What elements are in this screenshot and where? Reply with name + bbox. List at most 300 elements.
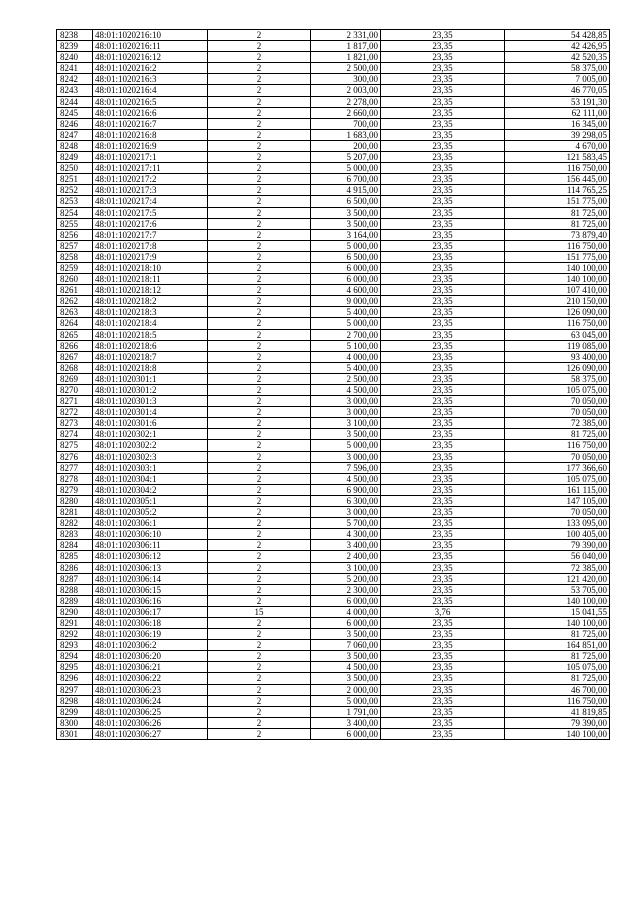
row-number-cell: 8256 — [57, 229, 93, 240]
row-number-cell: 8293 — [57, 640, 93, 651]
table-row — [57, 96, 610, 107]
cadastral-value-cell: 116 750,00 — [505, 440, 610, 451]
cadastral-number-cell: 48:01:1020306:10 — [93, 529, 208, 540]
specific-value-cell: 23,35 — [381, 118, 505, 129]
cadastral-value-table — [56, 29, 610, 740]
cadastral-number-cell: 48:01:1020217:2 — [93, 174, 208, 185]
cadastral-number-cell: 48:01:1020306:27 — [93, 728, 208, 739]
area-cell: 3 000,00 — [311, 396, 381, 407]
cadastral-value-cell: 73 879,40 — [505, 229, 610, 240]
cadastral-number-cell: 48:01:1020216:5 — [93, 96, 208, 107]
group-code-cell: 2 — [208, 373, 311, 384]
group-code-cell: 2 — [208, 152, 311, 163]
cadastral-value-cell: 105 075,00 — [505, 473, 610, 484]
cadastral-number-cell: 48:01:1020306:17 — [93, 606, 208, 617]
group-code-cell: 2 — [208, 96, 311, 107]
area-cell: 4 600,00 — [311, 285, 381, 296]
cadastral-number-cell: 48:01:1020306:14 — [93, 573, 208, 584]
row-number-cell: 8274 — [57, 429, 93, 440]
row-number-cell: 8246 — [57, 118, 93, 129]
cadastral-value-cell: 140 100,00 — [505, 262, 610, 273]
area-cell: 3 500,00 — [311, 673, 381, 684]
area-cell: 2 400,00 — [311, 551, 381, 562]
table-row — [57, 651, 610, 662]
area-cell: 2 003,00 — [311, 85, 381, 96]
cadastral-value-cell: 151 775,00 — [505, 251, 610, 262]
table-row — [57, 706, 610, 717]
cadastral-value-cell: 4 670,00 — [505, 140, 610, 151]
area-cell: 6 700,00 — [311, 174, 381, 185]
cadastral-number-cell: 48:01:1020217:5 — [93, 207, 208, 218]
group-code-cell: 2 — [208, 673, 311, 684]
row-number-cell: 8247 — [57, 129, 93, 140]
specific-value-cell: 23,35 — [381, 373, 505, 384]
cadastral-number-cell: 48:01:1020217:4 — [93, 196, 208, 207]
table-row — [57, 429, 610, 440]
group-code-cell: 2 — [208, 695, 311, 706]
row-number-cell: 8270 — [57, 385, 93, 396]
area-cell: 6 000,00 — [311, 595, 381, 606]
group-code-cell: 2 — [208, 85, 311, 96]
cadastral-number-cell: 48:01:1020302:1 — [93, 429, 208, 440]
table-row — [57, 351, 610, 362]
table-row — [57, 85, 610, 96]
cadastral-number-cell: 48:01:1020217:11 — [93, 163, 208, 174]
row-number-cell: 8264 — [57, 318, 93, 329]
specific-value-cell: 23,35 — [381, 140, 505, 151]
specific-value-cell: 23,35 — [381, 717, 505, 728]
area-cell: 6 000,00 — [311, 274, 381, 285]
cadastral-value-cell: 164 851,00 — [505, 640, 610, 651]
group-code-cell: 2 — [208, 229, 311, 240]
cadastral-value-cell: 210 150,00 — [505, 296, 610, 307]
row-number-cell: 8272 — [57, 407, 93, 418]
area-cell: 5 000,00 — [311, 163, 381, 174]
cadastral-number-cell: 48:01:1020217:9 — [93, 251, 208, 262]
cadastral-value-cell: 53 191,30 — [505, 96, 610, 107]
area-cell: 3 500,00 — [311, 629, 381, 640]
cadastral-value-cell: 126 090,00 — [505, 362, 610, 373]
table-row — [57, 573, 610, 584]
table-row — [57, 396, 610, 407]
cadastral-value-cell: 116 750,00 — [505, 240, 610, 251]
cadastral-value-cell: 58 375,00 — [505, 373, 610, 384]
group-code-cell: 2 — [208, 584, 311, 595]
specific-value-cell: 23,35 — [381, 440, 505, 451]
group-code-cell: 2 — [208, 629, 311, 640]
table-row — [57, 207, 610, 218]
cadastral-value-cell: 79 390,00 — [505, 717, 610, 728]
table-row — [57, 285, 610, 296]
table-row — [57, 174, 610, 185]
area-cell: 2 331,00 — [311, 30, 381, 41]
specific-value-cell: 23,35 — [381, 462, 505, 473]
cadastral-number-cell: 48:01:1020218:12 — [93, 285, 208, 296]
cadastral-value-cell: 119 085,00 — [505, 340, 610, 351]
area-cell: 5 400,00 — [311, 307, 381, 318]
group-code-cell: 2 — [208, 129, 311, 140]
area-cell: 2 500,00 — [311, 373, 381, 384]
cadastral-value-cell: 62 111,00 — [505, 107, 610, 118]
specific-value-cell: 23,35 — [381, 484, 505, 495]
group-code-cell: 2 — [208, 196, 311, 207]
specific-value-cell: 23,35 — [381, 96, 505, 107]
group-code-cell: 2 — [208, 329, 311, 340]
specific-value-cell: 23,35 — [381, 129, 505, 140]
cadastral-number-cell: 48:01:1020305:2 — [93, 507, 208, 518]
cadastral-value-cell: 72 385,00 — [505, 562, 610, 573]
table-row — [57, 418, 610, 429]
specific-value-cell: 23,35 — [381, 662, 505, 673]
table-row — [57, 140, 610, 151]
table-row — [57, 129, 610, 140]
specific-value-cell: 23,35 — [381, 285, 505, 296]
cadastral-value-cell: 42 520,35 — [505, 52, 610, 63]
specific-value-cell: 23,35 — [381, 174, 505, 185]
cadastral-value-cell: 16 345,00 — [505, 118, 610, 129]
cadastral-number-cell: 48:01:1020217:6 — [93, 218, 208, 229]
specific-value-cell: 23,35 — [381, 629, 505, 640]
area-cell: 5 200,00 — [311, 573, 381, 584]
table-row — [57, 495, 610, 506]
table-row — [57, 229, 610, 240]
cadastral-value-cell: 72 385,00 — [505, 418, 610, 429]
table-row — [57, 218, 610, 229]
specific-value-cell: 23,35 — [381, 318, 505, 329]
area-cell: 2 660,00 — [311, 107, 381, 118]
row-number-cell: 8299 — [57, 706, 93, 717]
cadastral-number-cell: 48:01:1020306:22 — [93, 673, 208, 684]
area-cell: 300,00 — [311, 74, 381, 85]
specific-value-cell: 23,35 — [381, 584, 505, 595]
table-row — [57, 595, 610, 606]
group-code-cell: 2 — [208, 262, 311, 273]
specific-value-cell: 23,35 — [381, 518, 505, 529]
group-code-cell: 2 — [208, 396, 311, 407]
specific-value-cell: 23,35 — [381, 163, 505, 174]
cadastral-value-cell: 81 725,00 — [505, 218, 610, 229]
specific-value-cell: 23,35 — [381, 529, 505, 540]
cadastral-number-cell: 48:01:1020216:7 — [93, 118, 208, 129]
row-number-cell: 8248 — [57, 140, 93, 151]
row-number-cell: 8280 — [57, 495, 93, 506]
group-code-cell: 2 — [208, 174, 311, 185]
cadastral-value-cell: 56 040,00 — [505, 551, 610, 562]
area-cell: 4 000,00 — [311, 351, 381, 362]
group-code-cell: 2 — [208, 573, 311, 584]
table-row — [57, 362, 610, 373]
cadastral-number-cell: 48:01:1020216:6 — [93, 107, 208, 118]
group-code-cell: 2 — [208, 307, 311, 318]
specific-value-cell: 23,35 — [381, 396, 505, 407]
group-code-cell: 2 — [208, 418, 311, 429]
row-number-cell: 8281 — [57, 507, 93, 518]
area-cell: 700,00 — [311, 118, 381, 129]
table-row — [57, 107, 610, 118]
table-row — [57, 462, 610, 473]
cadastral-number-cell: 48:01:1020217:3 — [93, 185, 208, 196]
row-number-cell: 8286 — [57, 562, 93, 573]
table-row — [57, 529, 610, 540]
table-row — [57, 562, 610, 573]
row-number-cell: 8260 — [57, 274, 93, 285]
cadastral-value-cell: 116 750,00 — [505, 695, 610, 706]
row-number-cell: 8240 — [57, 52, 93, 63]
group-code-cell: 2 — [208, 296, 311, 307]
group-code-cell: 15 — [208, 606, 311, 617]
cadastral-number-cell: 48:01:1020216:3 — [93, 74, 208, 85]
cadastral-number-cell: 48:01:1020301:6 — [93, 418, 208, 429]
row-number-cell: 8290 — [57, 606, 93, 617]
table-row — [57, 30, 610, 41]
area-cell: 1 817,00 — [311, 41, 381, 52]
cadastral-number-cell: 48:01:1020216:8 — [93, 129, 208, 140]
group-code-cell: 2 — [208, 684, 311, 695]
group-code-cell: 2 — [208, 218, 311, 229]
specific-value-cell: 23,35 — [381, 207, 505, 218]
cadastral-number-cell: 48:01:1020218:2 — [93, 296, 208, 307]
area-cell: 3 000,00 — [311, 507, 381, 518]
group-code-cell: 2 — [208, 240, 311, 251]
row-number-cell: 8249 — [57, 152, 93, 163]
cadastral-number-cell: 48:01:1020216:12 — [93, 52, 208, 63]
cadastral-number-cell: 48:01:1020306:25 — [93, 706, 208, 717]
cadastral-value-cell: 121 583,45 — [505, 152, 610, 163]
table-row — [57, 262, 610, 273]
area-cell: 5 700,00 — [311, 518, 381, 529]
specific-value-cell: 23,35 — [381, 595, 505, 606]
cadastral-value-cell: 140 100,00 — [505, 274, 610, 285]
area-cell: 1 821,00 — [311, 52, 381, 63]
area-cell: 3 500,00 — [311, 207, 381, 218]
cadastral-number-cell: 48:01:1020304:1 — [93, 473, 208, 484]
area-cell: 4 915,00 — [311, 185, 381, 196]
group-code-cell: 2 — [208, 562, 311, 573]
row-number-cell: 8252 — [57, 185, 93, 196]
group-code-cell: 2 — [208, 41, 311, 52]
area-cell: 3 000,00 — [311, 451, 381, 462]
row-number-cell: 8275 — [57, 440, 93, 451]
area-cell: 6 000,00 — [311, 617, 381, 628]
cadastral-value-cell: 70 050,00 — [505, 396, 610, 407]
specific-value-cell: 23,35 — [381, 30, 505, 41]
specific-value-cell: 23,35 — [381, 52, 505, 63]
specific-value-cell: 23,35 — [381, 562, 505, 573]
specific-value-cell: 23,35 — [381, 385, 505, 396]
cadastral-number-cell: 48:01:1020302:3 — [93, 451, 208, 462]
table-row — [57, 684, 610, 695]
cadastral-number-cell: 48:01:1020302:2 — [93, 440, 208, 451]
row-number-cell: 8297 — [57, 684, 93, 695]
cadastral-value-cell: 140 100,00 — [505, 617, 610, 628]
row-number-cell: 8279 — [57, 484, 93, 495]
cadastral-number-cell: 48:01:1020216:2 — [93, 63, 208, 74]
table-body — [57, 30, 610, 740]
cadastral-number-cell: 48:01:1020306:20 — [93, 651, 208, 662]
row-number-cell: 8265 — [57, 329, 93, 340]
table-row — [57, 373, 610, 384]
group-code-cell: 2 — [208, 717, 311, 728]
specific-value-cell: 23,35 — [381, 495, 505, 506]
row-number-cell: 8283 — [57, 529, 93, 540]
area-cell: 3 100,00 — [311, 562, 381, 573]
group-code-cell: 2 — [208, 462, 311, 473]
group-code-cell: 2 — [208, 351, 311, 362]
area-cell: 4 000,00 — [311, 606, 381, 617]
area-cell: 2 500,00 — [311, 63, 381, 74]
row-number-cell: 8271 — [57, 396, 93, 407]
area-cell: 5 207,00 — [311, 152, 381, 163]
group-code-cell: 2 — [208, 440, 311, 451]
area-cell: 3 164,00 — [311, 229, 381, 240]
row-number-cell: 8298 — [57, 695, 93, 706]
table-row — [57, 41, 610, 52]
area-cell: 4 500,00 — [311, 385, 381, 396]
cadastral-number-cell: 48:01:1020217:8 — [93, 240, 208, 251]
table-row — [57, 451, 610, 462]
area-cell: 1 791,00 — [311, 706, 381, 717]
specific-value-cell: 23,35 — [381, 573, 505, 584]
row-number-cell: 8250 — [57, 163, 93, 174]
table-row — [57, 340, 610, 351]
group-code-cell: 2 — [208, 207, 311, 218]
specific-value-cell: 23,35 — [381, 240, 505, 251]
specific-value-cell: 23,35 — [381, 218, 505, 229]
specific-value-cell: 23,35 — [381, 651, 505, 662]
specific-value-cell: 23,35 — [381, 262, 505, 273]
cadastral-number-cell: 48:01:1020301:3 — [93, 396, 208, 407]
area-cell: 6 500,00 — [311, 196, 381, 207]
cadastral-number-cell: 48:01:1020304:2 — [93, 484, 208, 495]
row-number-cell: 8238 — [57, 30, 93, 41]
area-cell: 5 400,00 — [311, 362, 381, 373]
group-code-cell: 2 — [208, 107, 311, 118]
area-cell: 9 000,00 — [311, 296, 381, 307]
table-row — [57, 240, 610, 251]
area-cell: 7 596,00 — [311, 462, 381, 473]
table-row — [57, 717, 610, 728]
row-number-cell: 8287 — [57, 573, 93, 584]
group-code-cell: 2 — [208, 52, 311, 63]
area-cell: 3 400,00 — [311, 717, 381, 728]
area-cell: 4 500,00 — [311, 473, 381, 484]
specific-value-cell: 23,35 — [381, 85, 505, 96]
area-cell: 6 000,00 — [311, 728, 381, 739]
table-row — [57, 251, 610, 262]
row-number-cell: 8301 — [57, 728, 93, 739]
row-number-cell: 8262 — [57, 296, 93, 307]
cadastral-value-cell: 140 100,00 — [505, 728, 610, 739]
cadastral-value-cell: 133 095,00 — [505, 518, 610, 529]
row-number-cell: 8269 — [57, 373, 93, 384]
group-code-cell: 2 — [208, 251, 311, 262]
cadastral-value-cell: 42 426,95 — [505, 41, 610, 52]
row-number-cell: 8268 — [57, 362, 93, 373]
table-row — [57, 551, 610, 562]
table-row — [57, 196, 610, 207]
cadastral-number-cell: 48:01:1020218:8 — [93, 362, 208, 373]
cadastral-number-cell: 48:01:1020217:7 — [93, 229, 208, 240]
row-number-cell: 8253 — [57, 196, 93, 207]
area-cell: 3 400,00 — [311, 540, 381, 551]
group-code-cell: 2 — [208, 407, 311, 418]
cadastral-number-cell: 48:01:1020305:1 — [93, 495, 208, 506]
cadastral-number-cell: 48:01:1020218:6 — [93, 340, 208, 351]
group-code-cell: 2 — [208, 340, 311, 351]
row-number-cell: 8288 — [57, 584, 93, 595]
cadastral-number-cell: 48:01:1020306:11 — [93, 540, 208, 551]
cadastral-number-cell: 48:01:1020216:10 — [93, 30, 208, 41]
area-cell: 2 700,00 — [311, 329, 381, 340]
group-code-cell: 2 — [208, 140, 311, 151]
table-row — [57, 440, 610, 451]
specific-value-cell: 23,35 — [381, 473, 505, 484]
cadastral-number-cell: 48:01:1020306:16 — [93, 595, 208, 606]
row-number-cell: 8243 — [57, 85, 93, 96]
cadastral-value-cell: 156 445,00 — [505, 174, 610, 185]
row-number-cell: 8267 — [57, 351, 93, 362]
cadastral-value-cell: 7 005,00 — [505, 74, 610, 85]
cadastral-number-cell: 48:01:1020217:1 — [93, 152, 208, 163]
specific-value-cell: 23,35 — [381, 296, 505, 307]
specific-value-cell: 23,35 — [381, 706, 505, 717]
cadastral-value-cell: 116 750,00 — [505, 318, 610, 329]
area-cell: 1 683,00 — [311, 129, 381, 140]
row-number-cell: 8261 — [57, 285, 93, 296]
specific-value-cell: 23,35 — [381, 74, 505, 85]
group-code-cell: 2 — [208, 118, 311, 129]
row-number-cell: 8300 — [57, 717, 93, 728]
specific-value-cell: 23,35 — [381, 429, 505, 440]
cadastral-value-cell: 93 400,00 — [505, 351, 610, 362]
group-code-cell: 2 — [208, 640, 311, 651]
specific-value-cell: 23,35 — [381, 540, 505, 551]
cadastral-value-cell: 70 050,00 — [505, 407, 610, 418]
cadastral-value-cell: 79 390,00 — [505, 540, 610, 551]
row-number-cell: 8273 — [57, 418, 93, 429]
row-number-cell: 8284 — [57, 540, 93, 551]
row-number-cell: 8244 — [57, 96, 93, 107]
table-row — [57, 695, 610, 706]
row-number-cell: 8282 — [57, 518, 93, 529]
cadastral-number-cell: 48:01:1020306:15 — [93, 584, 208, 595]
specific-value-cell: 23,35 — [381, 340, 505, 351]
area-cell: 5 000,00 — [311, 695, 381, 706]
specific-value-cell: 23,35 — [381, 107, 505, 118]
cadastral-value-cell: 161 115,00 — [505, 484, 610, 495]
row-number-cell: 8266 — [57, 340, 93, 351]
table-row — [57, 584, 610, 595]
cadastral-number-cell: 48:01:1020218:11 — [93, 274, 208, 285]
group-code-cell: 2 — [208, 163, 311, 174]
table-row — [57, 662, 610, 673]
specific-value-cell: 23,35 — [381, 728, 505, 739]
area-cell: 2 300,00 — [311, 584, 381, 595]
specific-value-cell: 23,35 — [381, 196, 505, 207]
cadastral-value-cell: 46 700,00 — [505, 684, 610, 695]
row-number-cell: 8257 — [57, 240, 93, 251]
group-code-cell: 2 — [208, 651, 311, 662]
group-code-cell: 2 — [208, 451, 311, 462]
cadastral-number-cell: 48:01:1020306:2 — [93, 640, 208, 651]
cadastral-value-cell: 54 428,85 — [505, 30, 610, 41]
specific-value-cell: 3,76 — [381, 606, 505, 617]
area-cell: 3 500,00 — [311, 429, 381, 440]
table-row — [57, 617, 610, 628]
group-code-cell: 2 — [208, 495, 311, 506]
cadastral-value-cell: 126 090,00 — [505, 307, 610, 318]
specific-value-cell: 23,35 — [381, 274, 505, 285]
